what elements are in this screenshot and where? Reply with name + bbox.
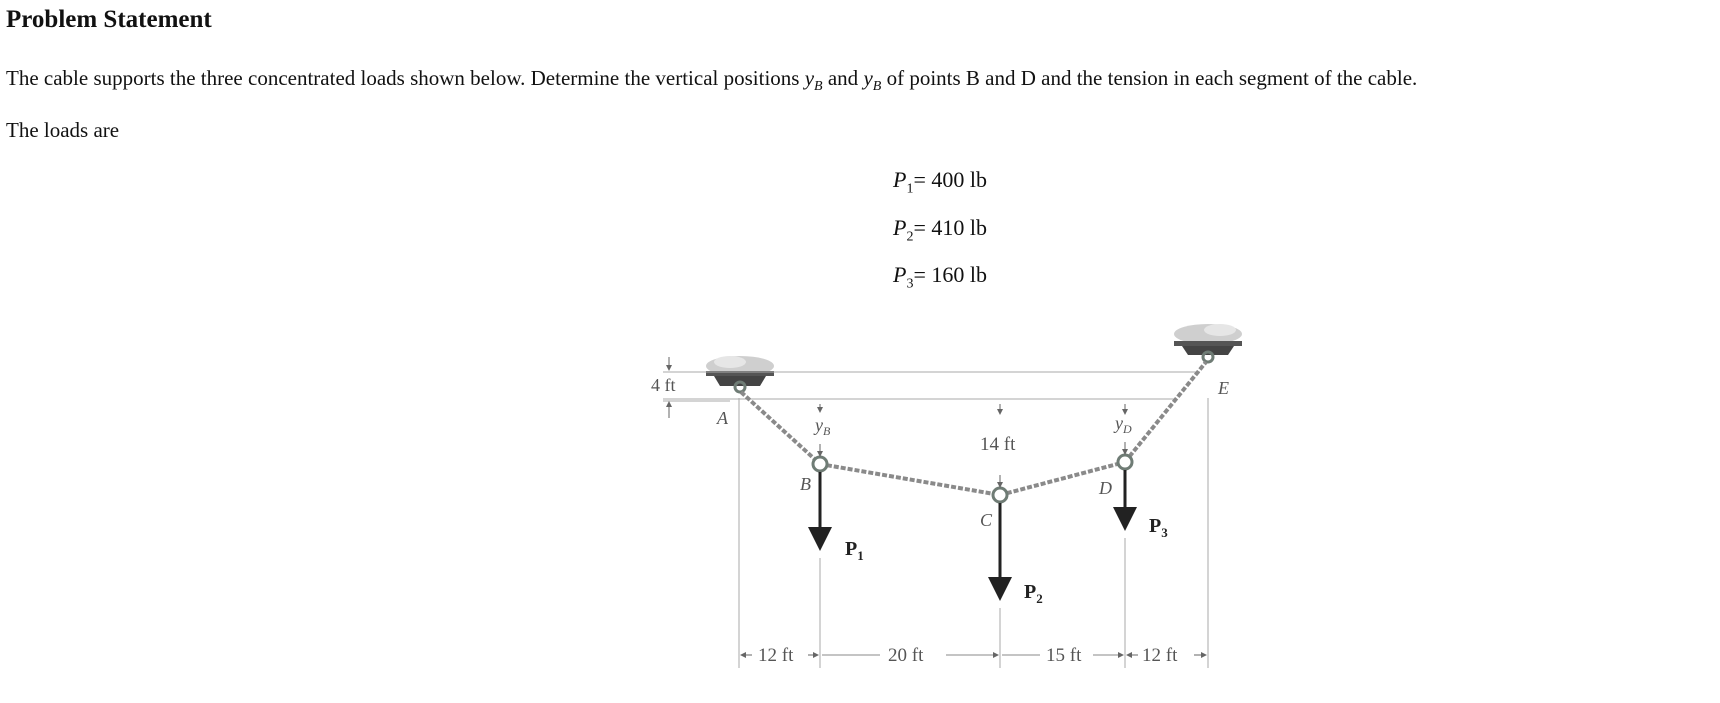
- load-p2: $P_2= 410$ lb: [893, 215, 987, 245]
- statement-part3: of points B and D and the tension in each segment of the cable.: [881, 66, 1418, 90]
- label-a: A: [717, 408, 728, 428]
- dim-yd: $y_D$: [1115, 413, 1132, 436]
- ring-d: [1118, 455, 1132, 469]
- label-p3: $P_3$: [1149, 515, 1168, 540]
- ring-c: [993, 488, 1007, 502]
- statement-part2: and: [822, 66, 864, 90]
- support-a: [706, 356, 774, 392]
- load-p3: $P_3= 160$ lb: [893, 262, 987, 292]
- label-p2: $P_2$: [1024, 581, 1043, 606]
- dim-span-cd: 15 ft: [1046, 645, 1082, 666]
- problem-heading: Problem Statement: [6, 6, 212, 33]
- statement-part1: The cable supports the three concentrated loads shown below. Determine the vertical positions: [6, 66, 805, 90]
- loads-intro: The loads are: [6, 118, 120, 142]
- label-d: D: [1099, 478, 1112, 498]
- yb-variable: $y_B$: [804, 66, 823, 95]
- label-p1: $P_1$: [845, 538, 864, 563]
- load-p1: $P_1= 400$ lb: [893, 167, 987, 197]
- support-e: [1174, 324, 1242, 362]
- dim-4ft: 4 ft: [651, 375, 676, 395]
- yb-variable-second: $y_B$: [863, 66, 882, 95]
- dim-yb: $y_B$: [815, 415, 831, 438]
- ring-b: [813, 457, 827, 471]
- label-b: B: [800, 474, 811, 494]
- dim-span-bc: 20 ft: [888, 645, 924, 666]
- dim-span-de: 12 ft: [1142, 645, 1178, 666]
- label-c: C: [980, 510, 993, 530]
- dim-14ft: 14 ft: [980, 434, 1016, 455]
- label-e: E: [1218, 378, 1229, 398]
- dim-span-ab: 12 ft: [758, 645, 794, 666]
